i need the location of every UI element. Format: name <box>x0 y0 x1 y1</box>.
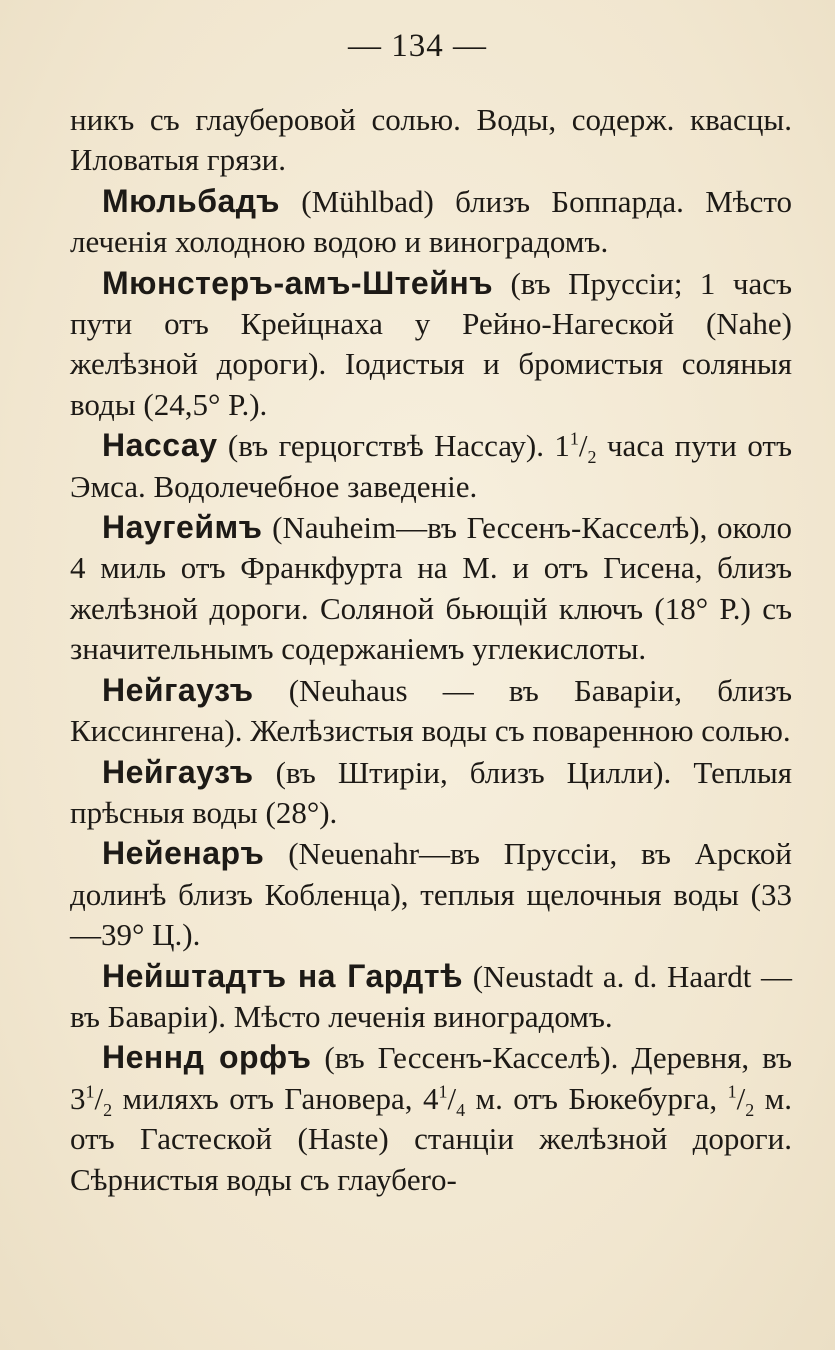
entry-heading: Нейгаузъ <box>102 753 254 790</box>
entry-text: (Neuenahr—въ Пруссіи, въ Арской долинѣ близъ Кобленца), теплыя щелочныя воды (33—39° Ц.). <box>70 836 792 953</box>
fraction-numerator: 1 <box>727 1081 737 1102</box>
entry-text: (Mühlbad) близъ Боппарда. Мѣсто леченія холодною водою и виноградомъ. <box>70 183 792 260</box>
entry-nassau: Нассау (въ герцогствѣ Нассау). $1^1/_2$ часа пути отъ Эмса. Водолечебное заведеніе. <box>70 427 792 504</box>
entry-heading: Нейштадтъ на Гардтѣ <box>102 957 464 994</box>
paragraph-text: никъ съ глауберовой солью. Воды, содерж. квасцы. Иловатыя грязи. <box>70 102 792 178</box>
entry-text: (Neuhaus — въ Баваріи, близъ Киссингена). Желѣзистыя воды съ поваренною солью. <box>70 672 792 749</box>
entry-neustadt <box>70 956 792 1038</box>
entry-neuhaus-bavaria <box>70 670 792 752</box>
entry-text: м. отъ Гастеской (Haste) станціи желѣзной дороги. Сѣрнистыя воды съ глаубero- <box>70 1080 792 1197</box>
entry-heading: Нассау <box>102 427 218 464</box>
entry-text: часа пути отъ Эмса. Водолечебное заведеніе. <box>70 428 792 504</box>
entry-heading: Мюнстеръ-амъ-Штейнъ <box>102 264 494 301</box>
fraction-numerator: 1 <box>438 1081 448 1102</box>
entry-nenndorf: Неннд орфъ (въ Гессенъ-Касселѣ). Деревня, въ $3^1/_2$ миляхъ отъ Гановера, $4^1/_4$ м. отъ Бюкебурга, $^1/_2$ м. отъ Гастеской (Haste) станціи желѣзной дороги. Сѣрнистыя воды съ глаубero- <box>70 1039 792 1197</box>
entry-heading: Наугеймъ <box>102 509 263 546</box>
entry-text: (въ Штиріи, близъ Цилли). Теплыя прѣсныя воды (28°). <box>70 754 792 830</box>
paragraph-continuation <box>70 100 792 181</box>
page-body <box>70 100 792 1200</box>
fraction-denominator: 2 <box>103 1099 113 1120</box>
entry-neuenahr <box>70 833 792 955</box>
entry-heading: Нейенаръ <box>102 835 265 872</box>
fraction-numerator: 1 <box>569 428 579 449</box>
fraction-numerator: 1 <box>85 1081 95 1102</box>
fraction-denominator: 2 <box>745 1099 755 1120</box>
entry-muhlbad <box>70 181 792 263</box>
fraction-denominator: 4 <box>456 1099 466 1120</box>
entry-text: (въ Гессенъ-Касселѣ). Деревня, въ 3 <box>70 1040 792 1116</box>
entry-text: (въ Пруссіи; 1 часъ пути отъ Крейцнаха у Рейно-Нагеской (Nahe) желѣзной дороги). Іодистыя и бромистыя соляныя воды (24,5° Р.). <box>70 265 792 422</box>
entry-munster-am-stein <box>70 263 792 426</box>
entry-text: миляхъ отъ Гановера, 4 <box>112 1080 439 1116</box>
entry-neuhaus-styria <box>70 752 792 834</box>
entry-text: (Neustadt a. d. Haardt — въ Баваріи). Мѣсто леченія виноградомъ. <box>70 958 792 1034</box>
entry-text: м. отъ Бюкебурга, <box>465 1080 728 1116</box>
fraction-denominator: 2 <box>587 447 597 468</box>
entry-heading: Нейгаузъ <box>102 671 254 708</box>
entry-heading: Мюльбадъ <box>102 182 280 219</box>
entry-text: (въ герцогствѣ Нассау). 1 <box>217 428 570 464</box>
page-number: — 134 — <box>348 28 487 64</box>
entry-heading: Неннд орфъ <box>102 1039 312 1076</box>
entry-text: (Nauheim—въ Гессенъ-Касселѣ), около 4 миль отъ Франкфурта на М. и отъ Гисена, близъ желѣзной дороги. Соляной бьющій ключъ (18° Р.) съ значительнымъ содержаніемъ углекислоты. <box>70 510 792 667</box>
entry-nauheim <box>70 507 792 670</box>
